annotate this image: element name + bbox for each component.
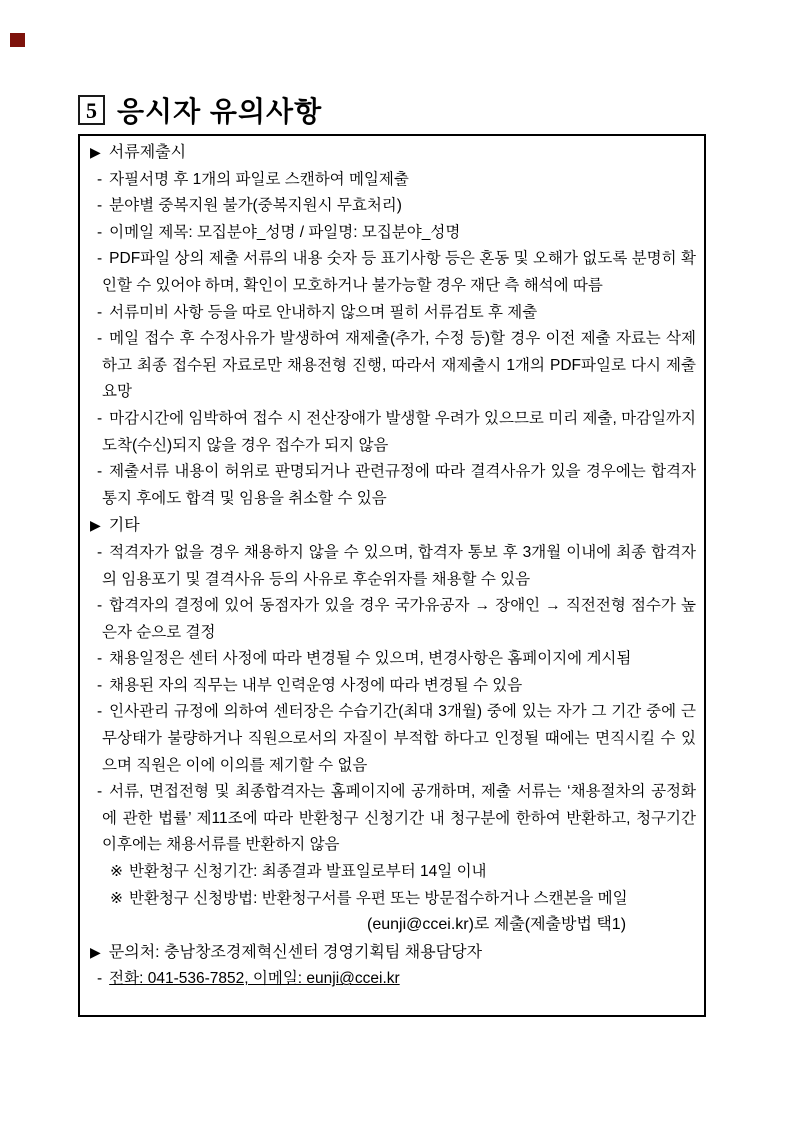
notice-text: 이메일 제목: 모집분야_성명 / 파일명: 모집분야_성명 [109, 223, 461, 241]
notice-text: 문의처: 충남창조경제혁신센터 경영기획팀 채용담당자 [108, 943, 483, 961]
notice-item [90, 966, 696, 993]
dash-bullet: - [97, 676, 103, 694]
notice-text-continuation: (eunji@ccei.kr)로 제출(제출방법 택1) [367, 916, 627, 934]
notice-box [78, 134, 706, 1017]
section-arrow-icon: ▶ [90, 144, 101, 160]
notice-item [90, 406, 696, 459]
page-title [78, 90, 322, 130]
notice-item [90, 326, 696, 406]
notice-item [90, 699, 696, 779]
notice-text: 합격자의 결정에 있어 동점자가 있을 경우 국가유공자 → 장애인 → 직전전형 점수가 높은자 순으로 결정 [102, 597, 696, 641]
notice-text: 서류제출시 [108, 144, 187, 161]
dash-bullet: - [97, 783, 103, 801]
dash-bullet: - [97, 409, 103, 427]
dash-bullet: - [97, 330, 103, 348]
corner-mark [10, 33, 25, 47]
notice-item [90, 139, 696, 167]
notice-text: 분야별 중복지원 불가(중복지원시 무효처리) [109, 197, 402, 215]
notice-text: 자필서명 후 1개의 파일로 스캔하여 메일제출 [109, 170, 409, 188]
notice-text: 채용된 자의 직무는 내부 인력운영 사정에 따라 변경될 수 있음 [109, 676, 523, 694]
dash-bullet: - [97, 463, 103, 481]
notice-item [90, 246, 696, 299]
notice-text: 서류, 면접전형 및 최종합격자는 홈페이지에 공개하며, 제출 서류는 ‘채용절차의 공정화에 관한 법률’ 제11조에 따라 반환청구 신청기간 내 청구분에 한하여 반환하고, 청구기간 이후에는 채용서류를 반환하지 않음 [102, 783, 696, 854]
notice-text: 채용일정은 센터 사정에 따라 변경될 수 있으며, 변경사항은 홈페이지에 게시됨 [109, 650, 632, 668]
section-arrow-icon: ▶ [90, 943, 101, 960]
dash-bullet: - [97, 703, 103, 721]
asterisk-marker: ※ [110, 863, 123, 881]
notice-item [90, 220, 696, 247]
notice-item [90, 779, 696, 859]
notice-item [90, 193, 696, 220]
dash-bullet: - [97, 223, 103, 241]
notice-text: 전화: 041-536-7852, 이메일: eunji@ccei.kr [109, 970, 400, 988]
dash-bullet: - [97, 303, 103, 321]
title-number-box: 5 [78, 95, 105, 125]
dash-bullet: - [97, 650, 103, 668]
notice-item [90, 459, 696, 512]
notice-item [90, 939, 696, 967]
notice-item [90, 673, 696, 700]
notice-item [90, 300, 696, 327]
notice-text: 제출서류 내용이 허위로 판명되거나 관련규정에 따라 결격사유가 있을 경우에는 합격자 통지 후에도 합격 및 임용을 취소할 수 있음 [102, 463, 696, 507]
asterisk-marker: ※ [110, 889, 123, 907]
title-text: 응시자 유의사항 [117, 96, 323, 127]
section-arrow-icon: ▶ [90, 517, 101, 534]
dash-bullet: - [97, 197, 103, 215]
notice-text: 반환청구 신청방법: 반환청구서를 우편 또는 방문접수하거나 스캔본을 메일 [129, 889, 628, 907]
notice-text: 반환청구 신청기간: 최종결과 발표일로부터 14일 이내 [129, 863, 487, 881]
notice-item [90, 646, 696, 673]
notice-text: 마감시간에 임박하여 접수 시 전산장애가 발생할 우려가 있으므로 미리 제출, 마감일까지 도착(수신)되지 않을 경우 접수가 되지 않음 [102, 409, 696, 454]
dash-bullet: - [97, 250, 103, 268]
dash-bullet: - [97, 597, 103, 615]
dash-bullet: - [97, 170, 103, 188]
notice-item [90, 540, 696, 593]
notice-item [90, 886, 696, 913]
notice-item [90, 512, 696, 540]
notice-text: 서류미비 사항 등을 따로 안내하지 않으며 필히 서류검토 후 제출 [109, 303, 538, 321]
dash-bullet: - [97, 543, 103, 561]
dash-bullet: - [97, 970, 103, 988]
notice-item [90, 859, 696, 886]
notice-text: 인사관리 규정에 의하여 센터장은 수습기간(최대 3개월) 중에 있는 자가 그 기간 중에 근무상태가 불량하거나 직원으로서의 자질이 부적합 하다고 인정될 때에는 면직시킬 수 있으며 직원은 이에 이의를 제기할 수 없음 [102, 703, 696, 774]
notice-text: 적격자가 없을 경우 채용하지 않을 수 있으며, 합격자 통보 후 3개월 이내에 최종 합격자의 임용포기 및 결격사유 등의 사유로 후순위자를 채용할 수 있음 [102, 543, 696, 588]
notice-text: 기타 [108, 517, 140, 535]
notice-text: 메일 접수 후 수정사유가 발생하여 재제출(추가, 수정 등)할 경우 이전 제출 자료는 삭제하고 최종 접수된 자료로만 채용전형 진행, 따라서 재제출시 1개의 PDF파일로 다시 제출요망 [102, 330, 696, 401]
notice-item [90, 593, 696, 646]
notice-item [90, 167, 696, 194]
notice-text: PDF파일 상의 제출 서류의 내용 숫자 등 표기사항 등은 혼동 및 오해가 없도록 분명히 확인할 수 있어야 하며, 확인이 모호하거나 불가능할 경우 재단 측 해석에 따름 [102, 250, 696, 294]
